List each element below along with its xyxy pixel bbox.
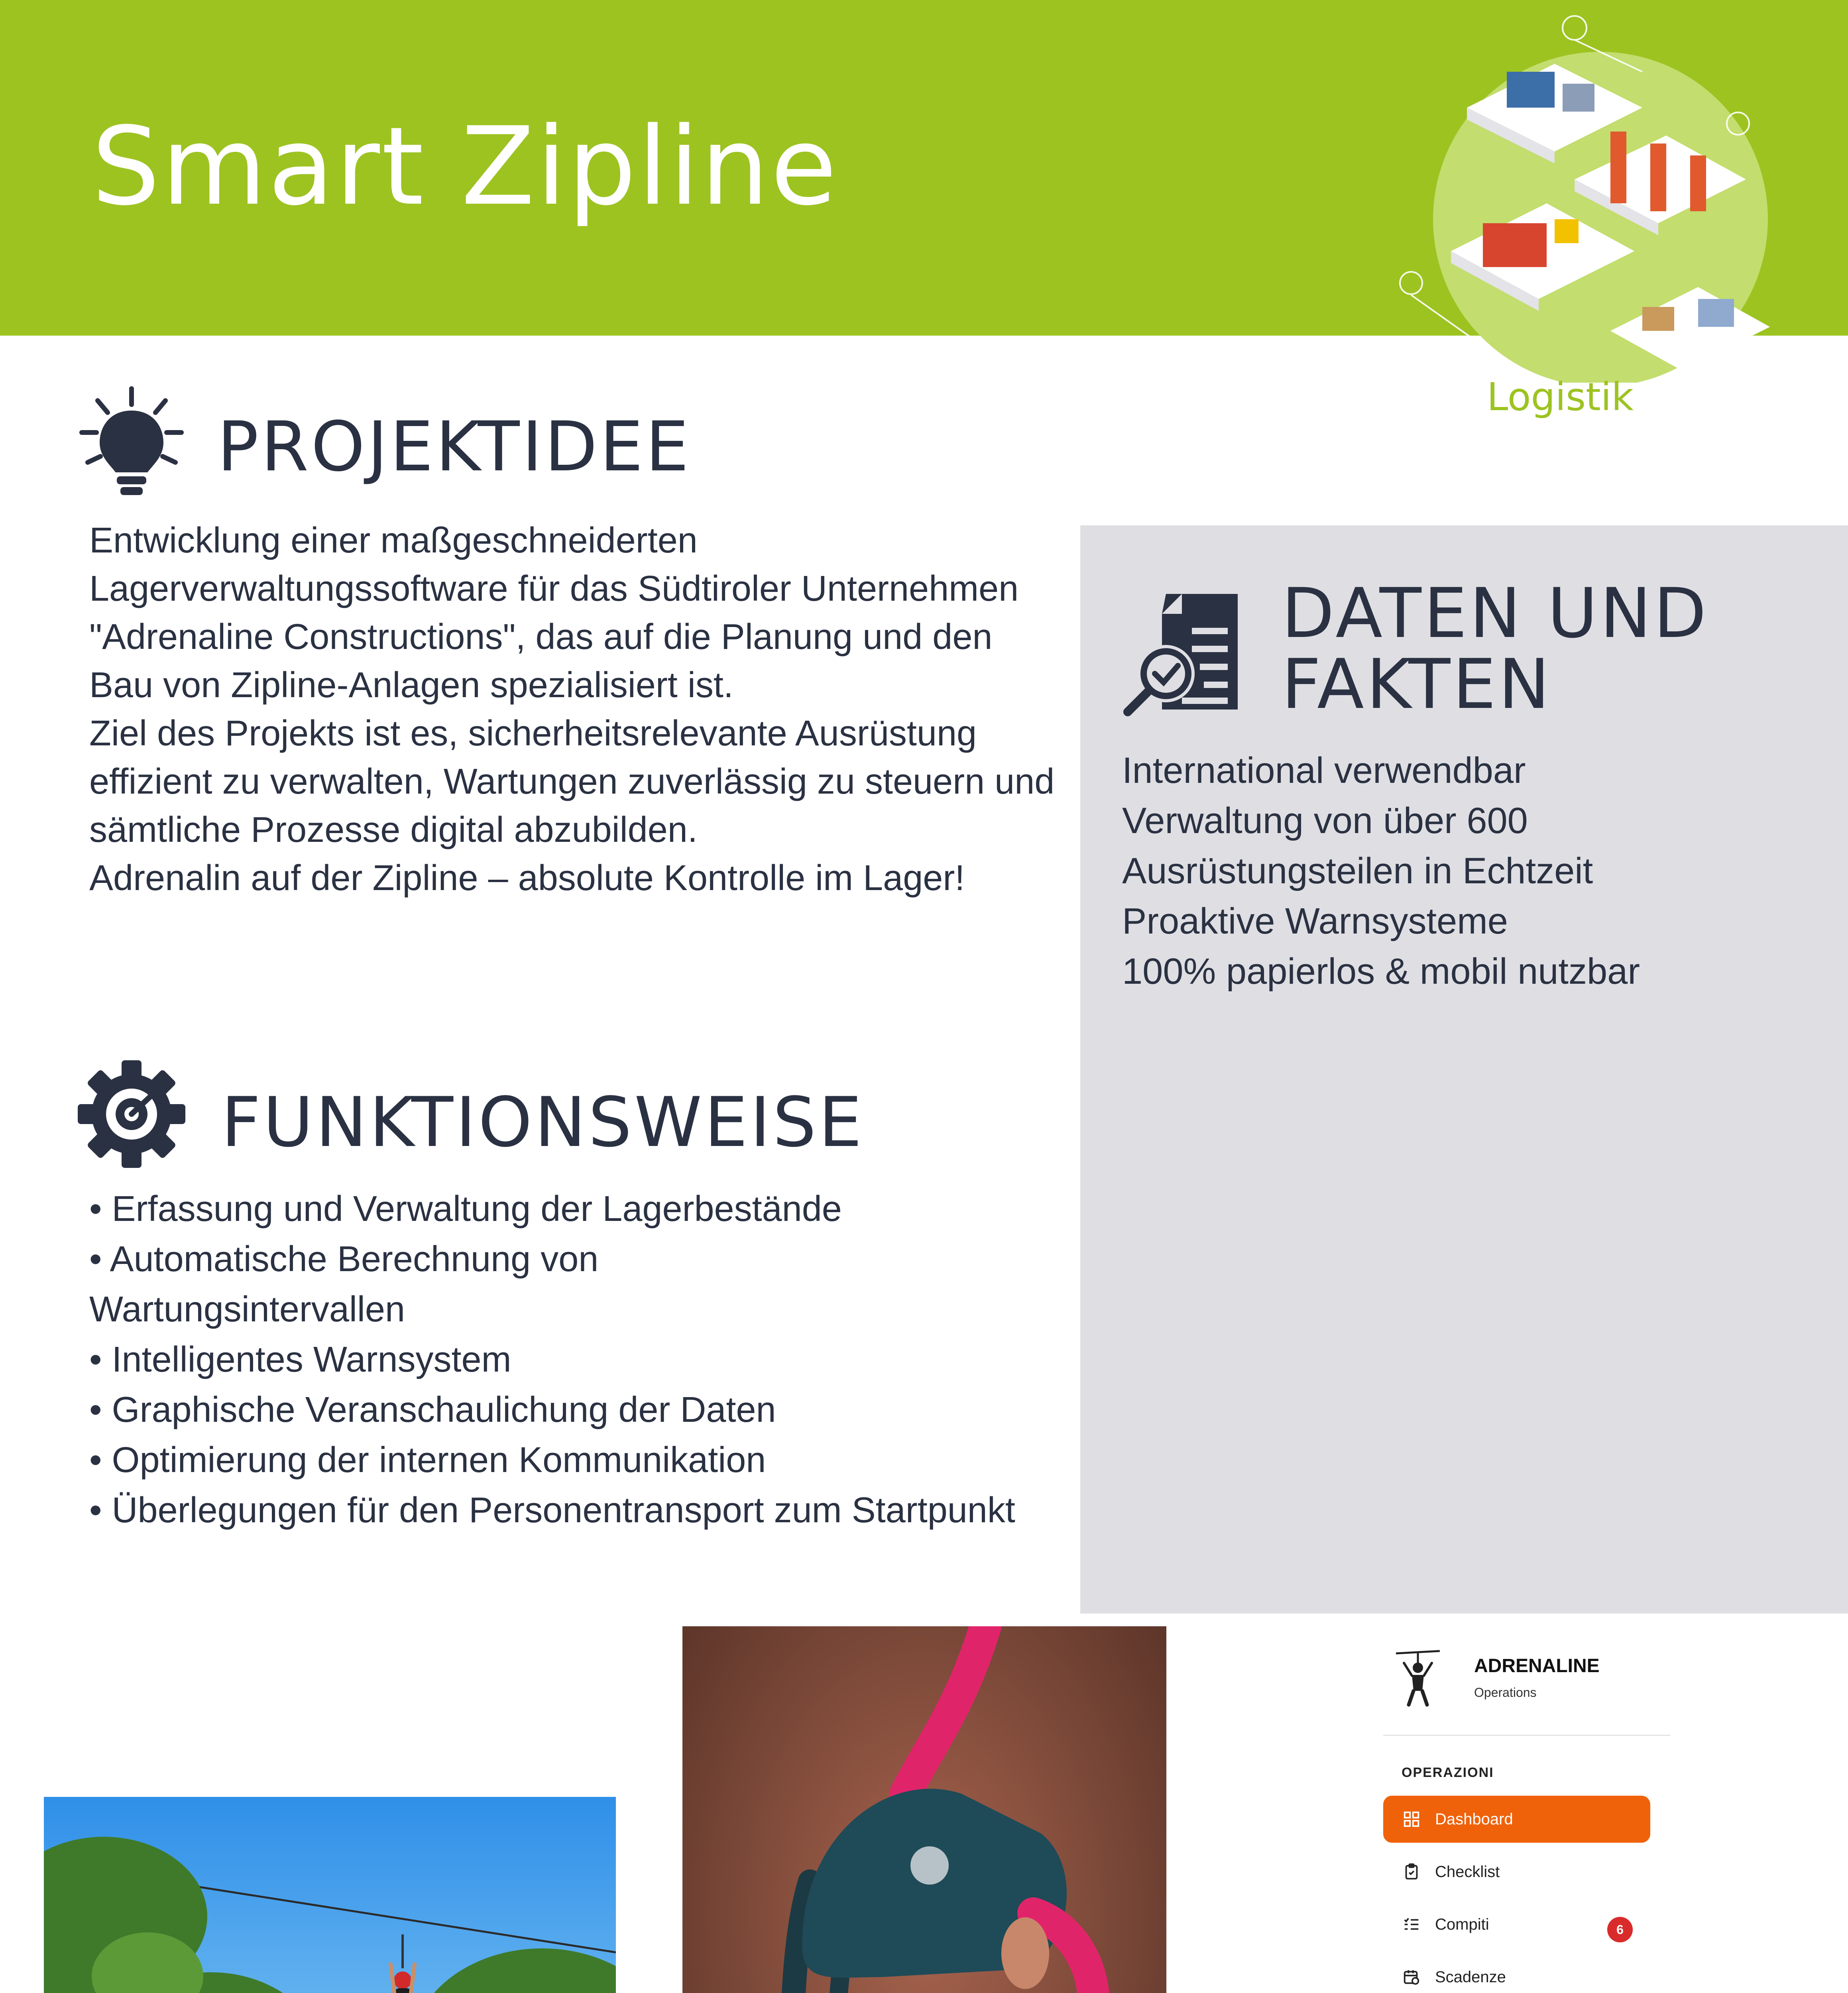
app-sidebar-screenshot [1371, 1626, 1686, 1993]
projektidee-paragraph: Entwicklung einer maßgeschneiderten Lagerverwaltungssoftware für das Südtiroler Unternehmen "Adrenaline Constructions", das auf die Planung und den Bau von Zipline-Anlagen spezialisiert ist. [89, 521, 1019, 705]
nav-label: Scadenze [1435, 1968, 1506, 1986]
dashboard-icon [1402, 1810, 1421, 1828]
list-item: • Intelligentes Warnsystem [89, 1340, 511, 1380]
category-label: Logistik [1487, 375, 1634, 419]
list-item: • Erfassung und Verwaltung der Lagerbestände [89, 1189, 842, 1229]
lightbulb-icon [76, 383, 187, 498]
list-item: • Graphische Veranschaulichung der Daten [89, 1390, 776, 1430]
projektidee-paragraph: Adrenalin auf der Zipline – absolute Kontrolle im Lager! [89, 858, 965, 898]
heading-daten-und-fakten [1282, 573, 1709, 724]
list-item: • Überlegungen für den Personentransport zum Startpunkt [89, 1490, 1015, 1530]
nav-label: Compiti [1435, 1915, 1489, 1933]
nav-label: Dashboard [1435, 1810, 1513, 1828]
app-brand-name: ADRENALINE [1474, 1655, 1600, 1677]
list-item: • Automatische Berechnung von Wartungsintervallen [89, 1239, 599, 1329]
tasks-count-badge: 6 [1607, 1917, 1633, 1942]
divider [1383, 1735, 1670, 1736]
section-label: OPERAZIONI [1402, 1765, 1494, 1780]
document-search-icon [1122, 590, 1250, 717]
belay-device-photo [682, 1626, 1166, 1993]
zipline-photo [44, 1797, 616, 1993]
nav-item-compiti[interactable] [1383, 1901, 1650, 1948]
heading-line: DATEN UND [1282, 573, 1709, 653]
gear-target-icon [76, 1058, 187, 1170]
clipboard-check-icon [1402, 1863, 1421, 1881]
heading-projektidee: PROJEKTIDEE [217, 407, 692, 487]
nav-item-scadenze[interactable] [1383, 1954, 1650, 1993]
funktionsweise-list [89, 1184, 1062, 1535]
facts-list [1122, 745, 1800, 996]
fact-item: International verwendbar [1122, 750, 1526, 791]
calendar-clock-icon [1402, 1968, 1421, 1986]
app-brand-subtitle: Operations [1474, 1685, 1537, 1700]
fact-item: Verwaltung von über 600 Ausrüstungsteilen in Echtzeit [1122, 800, 1593, 891]
zipline-rider-logo-icon [1396, 1647, 1440, 1707]
nav-label: Checklist [1435, 1863, 1500, 1881]
nav-item-dashboard[interactable] [1383, 1796, 1650, 1843]
projektidee-text [89, 517, 1062, 902]
poster-title: Smart Zipline [92, 104, 839, 229]
heading-funktionsweise: FUNKTIONSWEISE [221, 1082, 865, 1162]
fact-item: 100% papierlos & mobil nutzbar [1122, 951, 1640, 992]
task-list-icon [1402, 1915, 1421, 1934]
section-operazioni [1402, 1765, 1641, 1781]
fact-item: Proaktive Warnsysteme [1122, 901, 1508, 941]
projektidee-paragraph: Ziel des Projekts ist es, sicherheitsrelevante Ausrüstung effizient zu verwalten, Wartungen zuverlässig zu steuern und sämtliche Prozesse digital abzubilden. [89, 713, 1055, 850]
heading-line: FAKTEN [1282, 644, 1552, 724]
nav-item-checklist[interactable] [1383, 1848, 1650, 1895]
list-item: • Optimierung der internen Kommunikation [89, 1440, 766, 1480]
logistics-illustration [1387, 12, 1810, 383]
